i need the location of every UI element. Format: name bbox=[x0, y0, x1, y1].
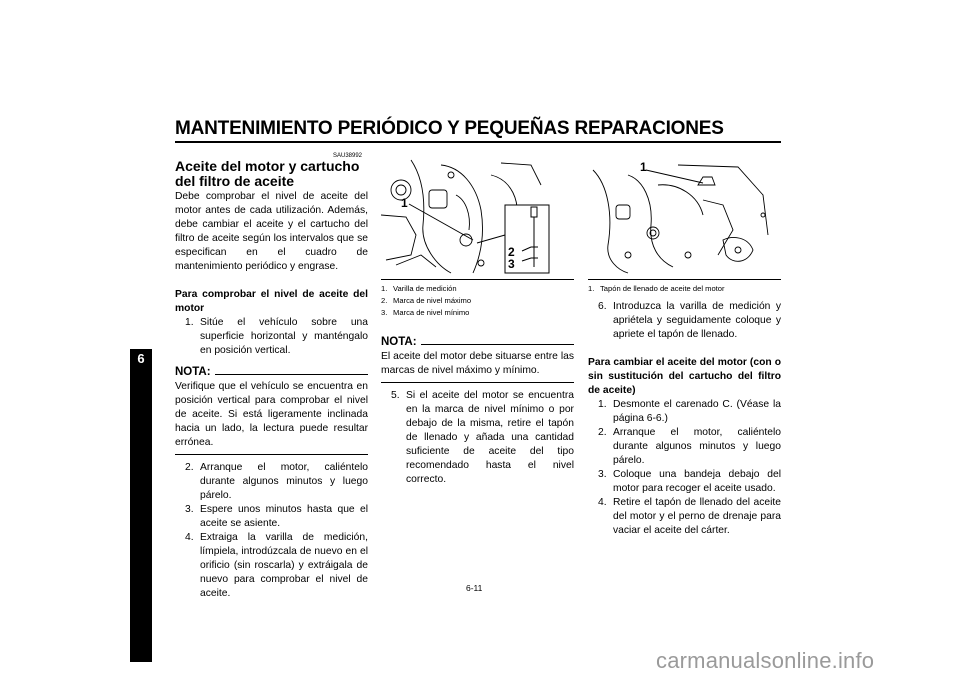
change-step-3-text: Coloque una bandeja debajo del motor para recoger el aceite usado. bbox=[613, 469, 781, 494]
callout-3: 3 bbox=[508, 257, 515, 271]
step-4-text: Extraiga la varilla de medición, límpiela, introdúzcala de nuevo en el orificio (sin roscarla) y extráigala de nuevo para comprobar el nivel de aceite. bbox=[200, 532, 368, 599]
page-number: 6-11 bbox=[466, 583, 483, 593]
figure-1-captions bbox=[381, 283, 574, 319]
section-title: Aceite del motor y cartucho del filtro de aceite bbox=[175, 158, 360, 189]
caption-item: 1. Varilla de medición bbox=[381, 284, 457, 293]
change-step-2-text: Arranque el motor, caliéntelo durante algunos minutos y luego párelo. bbox=[613, 427, 781, 466]
engine-illustration-1 bbox=[381, 155, 574, 275]
caption-text: Varilla de medición bbox=[393, 284, 457, 293]
middle-steps bbox=[381, 389, 574, 487]
step-2-text: Arranque el motor, caliéntelo durante algunos minutos y luego párelo. bbox=[200, 462, 368, 501]
change-step-4-text: Retire el tapón de llenado del aceite del motor y el perno de drenaje para vaciar el aceite del cárter. bbox=[613, 497, 781, 536]
intro-paragraph: Debe comprobar el nivel de aceite del motor antes de cada utilización. Además, debe cambiar el aceite y el cartucho del filtro de aceite según los intervalos que se especifican en el cuadro de mantenimiento periódico y engrase. bbox=[175, 191, 368, 272]
note-1-label: NOTA: bbox=[175, 366, 211, 378]
check-steps-b bbox=[175, 461, 368, 601]
list-item: 6. Introduzca la varilla de medición y apriétela y seguidamente coloque y apriete el tapón de llenado. bbox=[598, 301, 781, 340]
left-column bbox=[175, 190, 368, 601]
list-item: 3. Espere unos minutos hasta que el aceite se asiente. bbox=[185, 504, 368, 529]
right-steps-a bbox=[588, 300, 781, 342]
note-2-label: NOTA: bbox=[381, 336, 417, 348]
caption-item: 3. Marca de nivel mínimo bbox=[381, 308, 470, 317]
list-item: 2. Arranque el motor, caliéntelo durante algunos minutos y luego párelo. bbox=[598, 427, 781, 466]
figure-2-captions bbox=[588, 283, 781, 295]
note-1-header bbox=[175, 366, 368, 378]
middle-column bbox=[381, 336, 574, 487]
note-2-header bbox=[381, 336, 574, 348]
header-rule bbox=[175, 141, 781, 143]
caption-text: Tapón de llenado de aceite del motor bbox=[600, 284, 725, 293]
step-3-text: Espere unos minutos hasta que el aceite se asiente. bbox=[200, 504, 368, 529]
engine-illustration-2 bbox=[588, 155, 781, 275]
right-column bbox=[588, 300, 781, 538]
list-item: 4. Extraiga la varilla de medición, límpiela, introdúzcala de nuevo en el orificio (sin roscarla) y extráigala de nuevo para comprobar el nivel de aceite. bbox=[185, 532, 368, 599]
note-2-end-rule bbox=[381, 382, 574, 383]
change-steps bbox=[588, 398, 781, 538]
list-item: 5. Si el aceite del motor se encuentra en la marca de nivel mínimo o por debajo de la misma, retire el tapón de llenado y añada una cantidad suficiente de aceite del tipo recomendado hasta el nivel correcto. bbox=[391, 390, 574, 485]
list-item: 4. Retire el tapón de llenado del aceite del motor y el perno de drenaje para vaciar el aceite del cárter. bbox=[598, 497, 781, 536]
note-2-text: El aceite del motor debe situarse entre las marcas de nivel máximo y mínimo. bbox=[381, 351, 574, 376]
list-item: 1. Desmonte el carenado C. (Véase la página 6-6.) bbox=[598, 399, 781, 424]
figure-dipstick bbox=[381, 155, 574, 275]
note-1-text: Verifique que el vehículo se encuentra en posición vertical para comprobar el nivel de aceite. Si está ligeramente inclinada hacia un lado, la lectura puede resultar errónea. bbox=[175, 381, 368, 448]
callout-1: 1 bbox=[401, 196, 408, 210]
callout-1: 1 bbox=[640, 160, 647, 174]
caption-item: 1. Tapón de llenado de aceite del motor bbox=[588, 284, 725, 293]
list-item: 2. Arranque el motor, caliéntelo durante algunos minutos y luego párelo. bbox=[185, 462, 368, 501]
figure-filler-cap bbox=[588, 155, 781, 275]
chapter-tab: 6 bbox=[130, 349, 152, 662]
change-step-1-text: Desmonte el carenado C. (Véase la página 6-6.) bbox=[613, 399, 781, 424]
note-1-end-rule bbox=[175, 454, 368, 455]
change-heading: Para cambiar el aceite del motor (con o sin sustitución del cartucho del filtro de aceite) bbox=[588, 357, 781, 396]
figure-1-rule bbox=[381, 279, 574, 280]
step-5-text: Si el aceite del motor se encuentra en la marca de nivel mínimo o por debajo de la misma, retire el tapón de llenado y añada una cantidad suficiente de aceite del tipo recomendado hasta el nivel correcto. bbox=[406, 390, 574, 485]
check-steps-a bbox=[175, 316, 368, 358]
step-6-text: Introduzca la varilla de medición y apriétela y seguidamente coloque y apriete el tapón de llenado. bbox=[613, 301, 781, 340]
list-item: 3. Coloque una bandeja debajo del motor para recoger el aceite usado. bbox=[598, 469, 781, 494]
watermark: carmanualsonline.info bbox=[656, 648, 875, 673]
caption-text: Marca de nivel mínimo bbox=[393, 308, 470, 317]
callout-2: 2 bbox=[508, 245, 515, 259]
figure-2-rule bbox=[588, 279, 781, 280]
caption-item: 2. Marca de nivel máximo bbox=[381, 296, 472, 305]
page-header-title: MANTENIMIENTO PERIÓDICO Y PEQUEÑAS REPARACIONES bbox=[175, 118, 724, 139]
caption-text: Marca de nivel máximo bbox=[393, 296, 472, 305]
check-heading: Para comprobar el nivel de aceite del motor bbox=[175, 289, 368, 314]
list-item: 1. Sitúe el vehículo sobre una superficie horizontal y manténgalo en posición vertical. bbox=[185, 317, 368, 356]
step-1-text: Sitúe el vehículo sobre una superficie horizontal y manténgalo en posición vertical. bbox=[200, 317, 368, 356]
section-code: SAU38992 bbox=[333, 153, 363, 159]
